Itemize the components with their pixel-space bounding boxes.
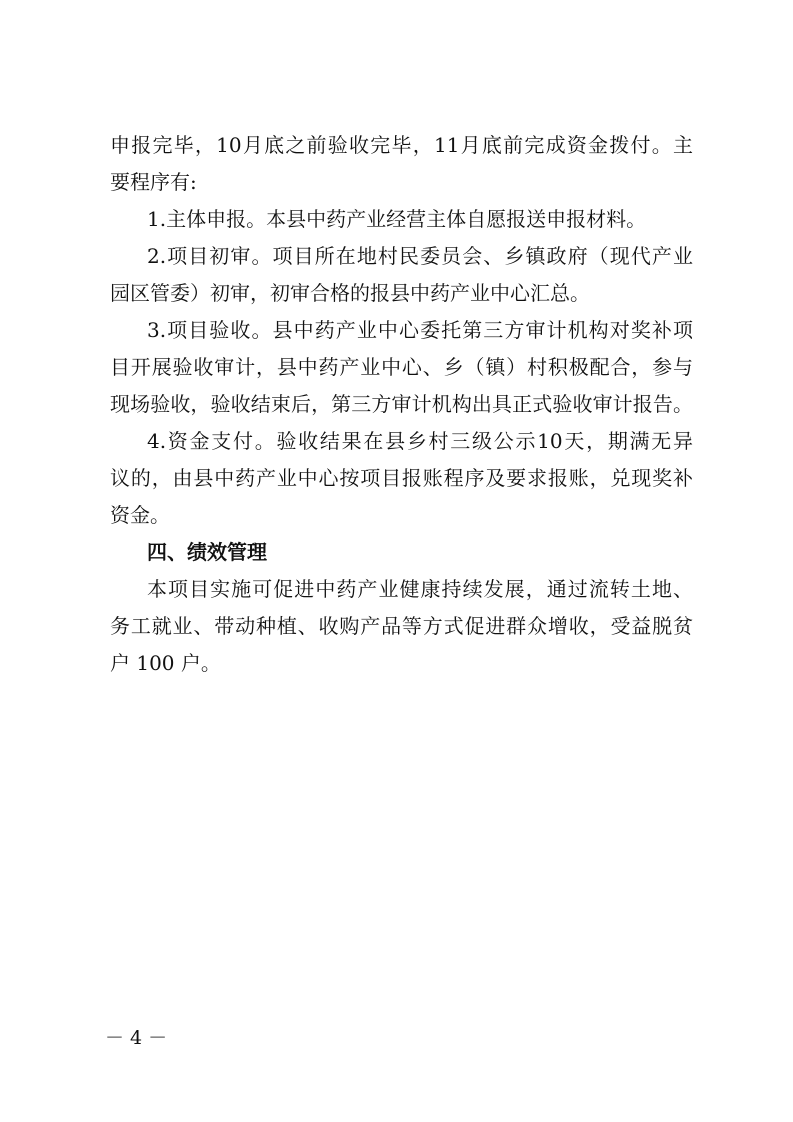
paragraph-line: 申报完毕，10月底之前验收完毕，11月底前完成资金拨付。主 xyxy=(110,133,693,157)
list-item-3: 3.项目验收。县中药产业中心委托第三方审计机构对奖补项 xyxy=(147,318,693,342)
paragraph-line: 户 100 户。 xyxy=(110,651,221,675)
paragraph-line: 务工就业、带动种植、收购产品等方式促进群众增收，受益脱贫 xyxy=(110,614,693,638)
paragraph-line: 资金。 xyxy=(110,503,170,527)
section-heading: 四、绩效管理 xyxy=(147,540,267,564)
paragraph-line: 园区管委）初审，初审合格的报县中药产业中心汇总。 xyxy=(110,281,590,305)
list-item-2: 2.项目初审。项目所在地村民委员会、乡镇政府（现代产业 xyxy=(147,244,693,268)
paragraph-line: 要程序有: xyxy=(110,170,197,194)
paragraph-line: 议的，由县中药产业中心按项目报账程序及要求报账，兑现奖补 xyxy=(110,466,693,490)
page-number: － 4 － xyxy=(105,1027,168,1049)
paragraph-line: 目开展验收审计，县中药产业中心、乡（镇）村积极配合，参与 xyxy=(110,355,693,379)
list-item-4: 4.资金支付。验收结果在县乡村三级公示10天，期满无异 xyxy=(147,429,693,453)
paragraph-line: 现场验收，验收结束后，第三方审计机构出具正式验收审计报告。 xyxy=(110,392,693,416)
list-item-1: 1.主体申报。本县中药产业经营主体自愿报送申报材料。 xyxy=(147,207,647,231)
paragraph-line: 本项目实施可促进中药产业健康持续发展，通过流转土地、 xyxy=(147,577,693,601)
